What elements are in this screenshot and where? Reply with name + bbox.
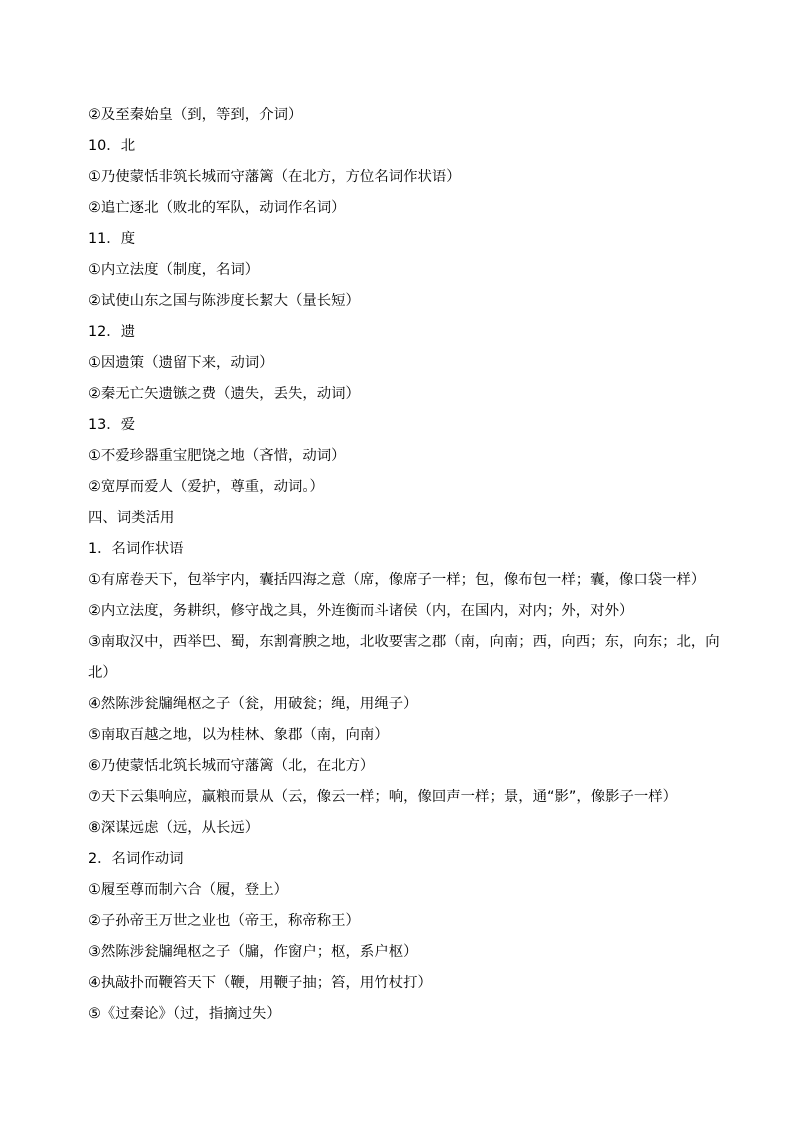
- section-heading: 13．爱: [88, 417, 136, 433]
- text-line: ①不爱珍器重宝肥饶之地（吝惜，动词）: [88, 448, 346, 464]
- text-line: ⑤《过秦论》（过，指摘过失）: [88, 1006, 281, 1022]
- text-line: ①内立法度（制度，名词）: [88, 262, 260, 278]
- section-heading: 10．北: [88, 138, 136, 154]
- section-heading: 11．度: [88, 231, 136, 247]
- text-line: ②内立法度，务耕织，修守战之具，外连衡而斗诸侯（内，在国内，对内；外，对外）: [88, 603, 634, 619]
- text-line: ①有席卷天下，包举宇内，囊括四海之意（席，像席子一样；包，像布包一样；囊，像口袋一样）: [88, 572, 706, 588]
- text-line: ①履至尊而制六合（履，登上）: [88, 882, 288, 898]
- text-line: ③南取汉中，西举巴、蜀，东割膏腴之地，北收要害之郡（南，向南；西，向西；东，向东；北，向北）: [88, 634, 720, 681]
- text-line: ②试使山东之国与陈涉度长絜大（量长短）: [88, 293, 360, 309]
- section-heading: 12．遗: [88, 324, 136, 340]
- text-line: ⑦天下云集响应，赢粮而景从（云，像云一样；响，像回声一样；景，通“影”，像影子一样）: [88, 789, 678, 805]
- document-body: [88, 100, 728, 1030]
- text-line: ②宽厚而爱人（爱护，尊重，动词。）: [88, 479, 324, 495]
- text-line: ④执敲扑而鞭笞天下（鞭，用鞭子抽；笞，用竹杖打）: [88, 975, 432, 991]
- chapter-heading: 四、词类活用: [88, 510, 175, 526]
- text-line: ⑥乃使蒙恬北筑长城而守藩篱（北，在北方）: [88, 758, 375, 774]
- section-heading: 1．名词作状语: [88, 541, 184, 557]
- text-line: ⑧深谋远虑（远，从长远）: [88, 820, 260, 836]
- text-line: ②及至秦始皇（到，等到，介词）: [88, 107, 303, 123]
- text-line: ②秦无亡矢遗镞之费（遗失，丢失，动词）: [88, 386, 360, 402]
- text-line: ⑤南取百越之地，以为桂林、象郡（南，向南）: [88, 727, 389, 743]
- text-line: ②追亡逐北（败北的军队，动词作名词）: [88, 200, 346, 216]
- text-line: ②子孙帝王万世之业也（帝王，称帝称王）: [88, 913, 360, 929]
- section-heading: 2．名词作动词: [88, 851, 184, 867]
- text-line: ①乃使蒙恬非筑长城而守藩篱（在北方，方位名词作状语）: [88, 169, 461, 185]
- text-line: ①因遗策（遗留下来，动词）: [88, 355, 274, 371]
- text-line: ③然陈涉瓮牖绳枢之子（牖，作窗户；枢，系户枢）: [88, 944, 418, 960]
- text-line: ④然陈涉瓮牖绳枢之子（瓮，用破瓮；绳，用绳子）: [88, 696, 418, 712]
